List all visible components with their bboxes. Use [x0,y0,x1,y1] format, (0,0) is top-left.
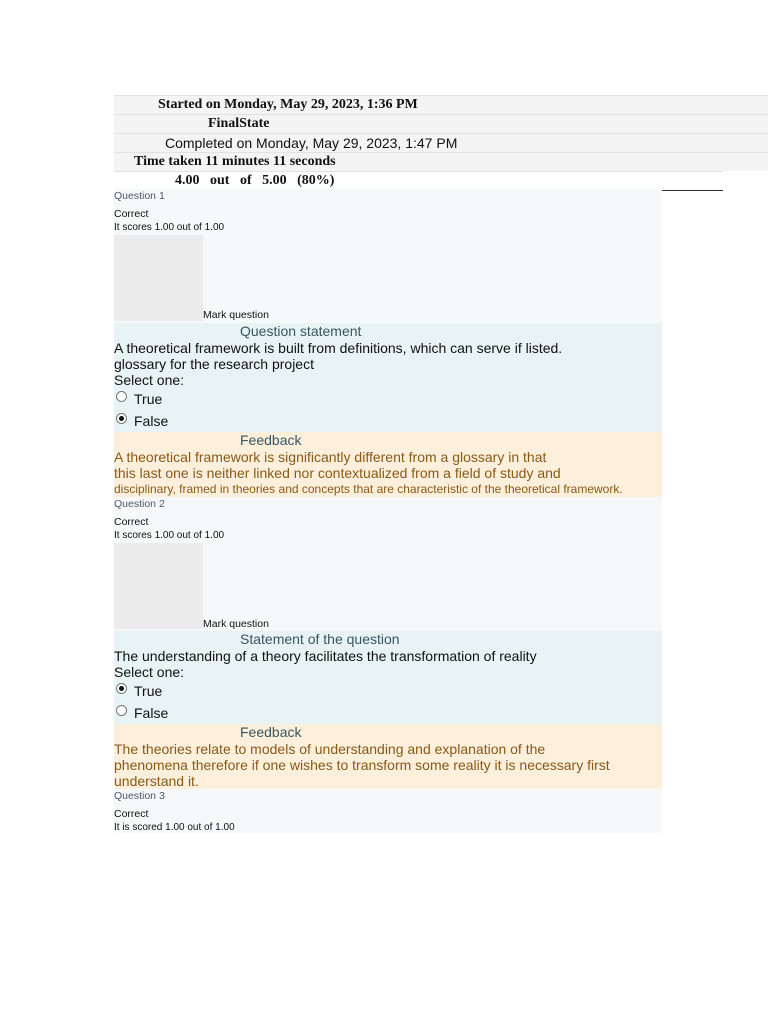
feedback-text-line: disciplinary, framed in theories and concepts that are characteristic of the theoretical framework. [114,482,623,496]
question-content [114,631,662,724]
question-state: Correct [114,516,149,528]
feedback-text-line: phenomena therefore if one wishes to transform some reality it is necessary first [114,757,610,773]
question-info [114,497,662,631]
question-info [114,789,662,833]
summary-time-taken: Time taken 11 minutes 11 seconds [114,152,768,171]
question-grade: It is scored 1.00 out of 1.00 [114,822,235,833]
summary-completed: Completed on Monday, May 29, 2023, 1:47 PM [114,133,768,152]
question-state: Correct [114,208,149,220]
attempt-summary [114,95,768,191]
option-label: False [134,413,169,429]
mark-question-link[interactable]: Mark question [203,618,269,630]
summary-state: FinalState [114,114,768,133]
feedback-title: Feedback [240,724,302,740]
feedback-text-line: A theoretical framework is significantly different from a glossary in that [114,449,547,465]
feedback-section [114,724,662,789]
option-label: False [134,705,169,721]
question-content [114,323,662,432]
question-grade: It scores 1.00 out of 1.00 [114,530,225,541]
option-true[interactable] [114,680,662,702]
question-statement-title: Statement of the question [240,631,400,647]
question-text-line: The understanding of a theory facilitates the transformation of reality [114,648,537,664]
question-3 [114,789,662,833]
feedback-title: Feedback [240,432,302,448]
question-statement-title: Question statement [240,323,362,339]
question-state: Correct [114,808,149,820]
flag-box [114,235,203,321]
question-1 [114,189,662,497]
feedback-text-line: understand it. [114,773,199,789]
question-text-line: glossary for the research project [114,356,314,372]
radio-button[interactable] [116,705,127,716]
radio-button-selected[interactable] [116,413,127,424]
question-text-line: A theoretical framework is built from definitions, which can serve if listed. [114,340,563,356]
option-false[interactable] [114,410,662,432]
option-label: True [134,391,163,407]
flag-box [114,543,203,629]
option-false[interactable] [114,702,662,724]
radio-button-selected[interactable] [116,683,127,694]
question-number: Question 3 [114,790,165,802]
select-one-label: Select one: [114,664,185,680]
summary-started: Started on Monday, May 29, 2023, 1:36 PM [114,95,768,114]
question-2 [114,497,662,789]
radio-button[interactable] [116,391,127,402]
question-number: Question 1 [114,190,165,202]
feedback-text-line: this last one is neither linked nor contextualized from a field of study and [114,465,561,481]
mark-question-link[interactable]: Mark question [203,309,269,321]
feedback-text-line: The theories relate to models of understanding and explanation of the [114,741,546,757]
question-info [114,189,662,323]
question-number: Question 2 [114,498,165,510]
question-grade: It scores 1.00 out of 1.00 [114,222,225,233]
option-true[interactable] [114,388,662,410]
option-label: True [134,683,163,699]
summary-grade: 4.00 out of 5.00 (80%) [114,171,723,191]
feedback-section [114,432,662,497]
select-one-label: Select one: [114,372,185,388]
